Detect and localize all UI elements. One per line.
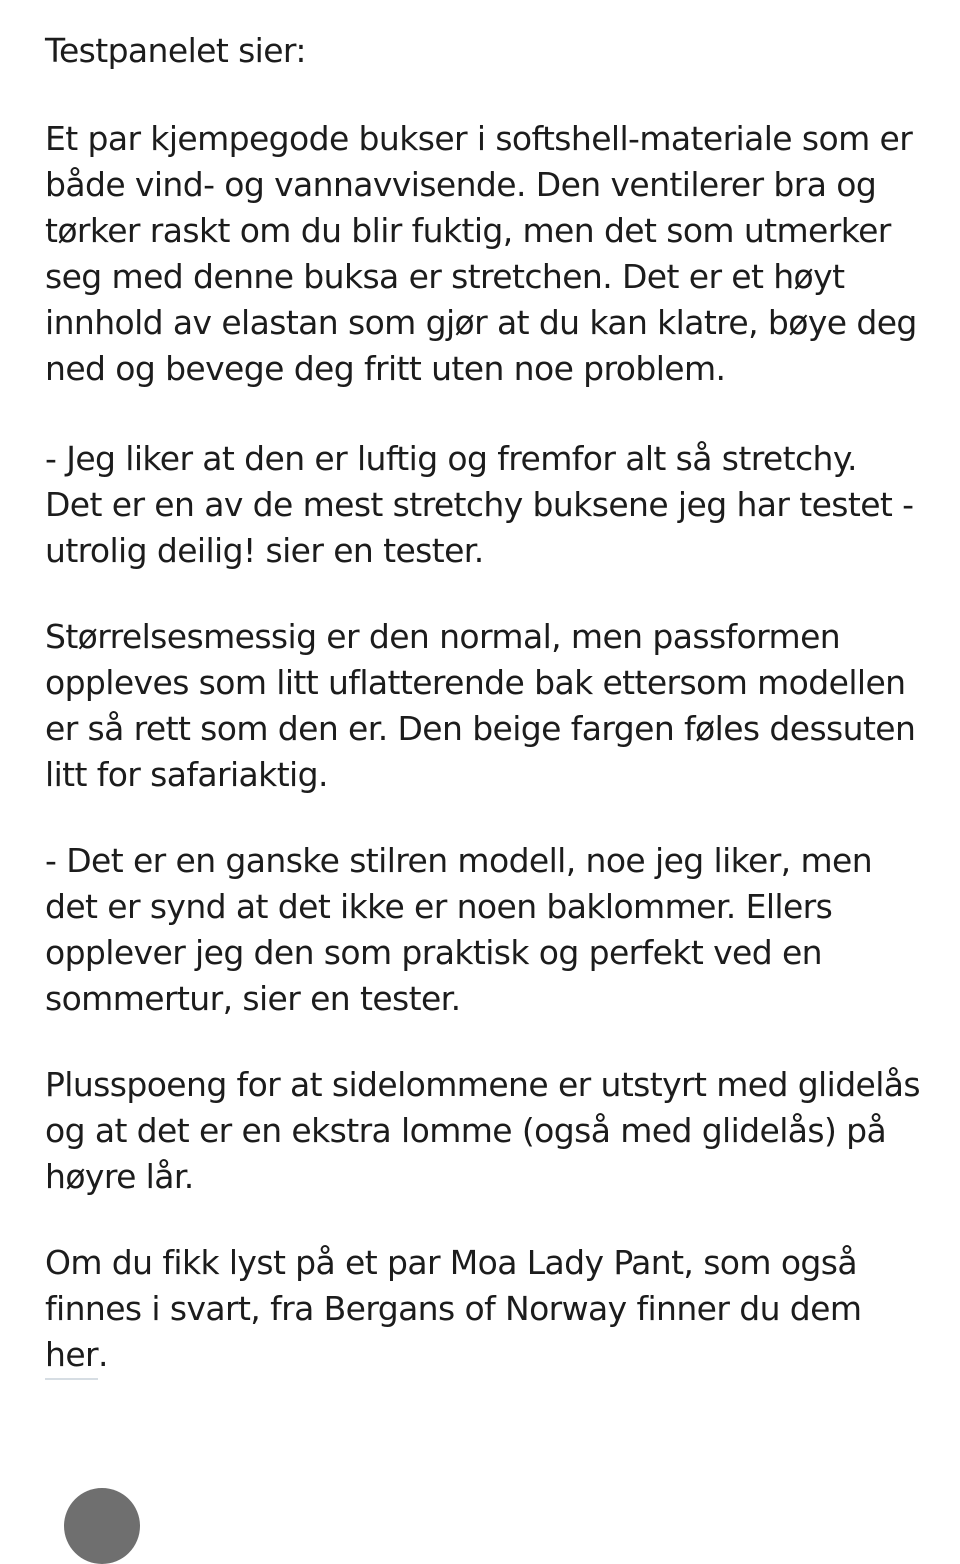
paragraph-pockets: Plusspoeng for at sidelommene er utstyrt med glidelås og at det er en ekstra lomme (også med glidelås) på høyre lår.: [45, 1065, 921, 1196]
paragraph-product-description: Et par kjempegode bukser i softshell-materiale som er både vind- og vannavvisende. Den ventilerer bra og tørker raskt om du blir fuktig, men det som utmerker seg med denne buksa er stretchen. Det er et høyt innhold av elastan som gjør at du kan klatre, bøye deg ned og bevege deg fritt uten noe problem.: [45, 119, 917, 388]
closing-period: .: [98, 1335, 108, 1374]
paragraph-fit-and-color: Størrelsesmessig er den normal, men passformen oppleves som litt uflatterende bak ettersom modellen er så rett som den er. Den beige fargen føles dessuten litt for safariaktig.: [45, 617, 916, 794]
article-body: [45, 28, 960, 1420]
closing-text: Om du fikk lyst på et par Moa Lady Pant, som også finnes i svart, fra Bergans of Norway finner du dem: [45, 1243, 862, 1328]
product-link[interactable]: her: [45, 1334, 98, 1380]
floating-action-button[interactable]: [64, 1488, 140, 1564]
paragraph-closing: [45, 1240, 960, 1380]
article-heading: Testpanelet sier:: [45, 31, 306, 70]
paragraph-tester-quote-2: - Det er en ganske stilren modell, noe jeg liker, men det er synd at det ikke er noen baklommer. Ellers opplever jeg den som praktisk og perfekt ved en sommertur, sier en tester.: [45, 841, 873, 1018]
paragraph-tester-quote-1: - Jeg liker at den er luftig og fremfor alt så stretchy. Det er en av de mest stretchy buksene jeg har testet - utrolig deilig! sier en tester.: [45, 439, 914, 570]
